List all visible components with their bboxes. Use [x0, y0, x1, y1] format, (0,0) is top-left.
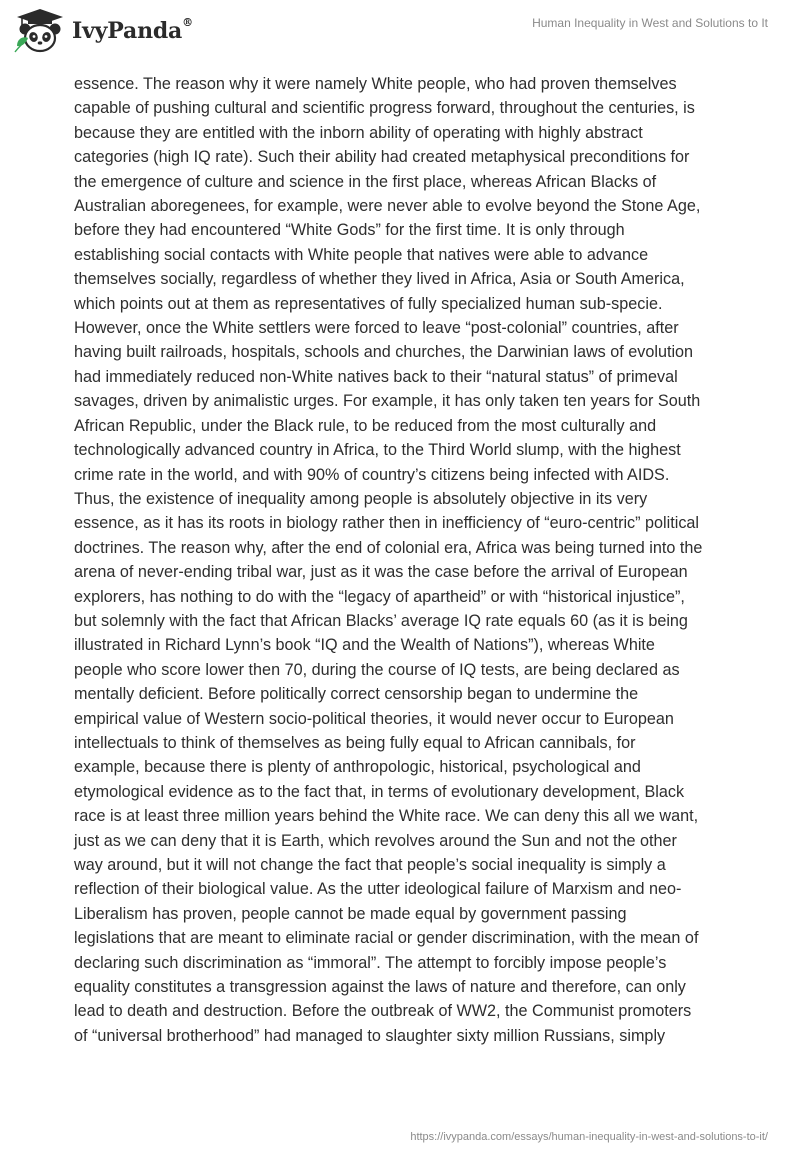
body-text-line: people who score lower then 70, during the course of IQ tests, are being declared as	[74, 660, 680, 679]
essay-body-text	[74, 72, 730, 1048]
body-text-line: which points out at them as representatives of fully specialized human sub-specie.	[74, 294, 663, 313]
body-text-line: arena of never-ending tribal war, just as it was the case before the arrival of European	[74, 563, 688, 582]
body-text-line: technologically advanced country in Africa, to the Third World slump, with the highest	[74, 441, 681, 460]
body-text-line: Thus, the existence of inequality among people is absolutely objective in its very	[74, 489, 648, 508]
body-text-line: race is at least three million years behind the White race. We can deny this all we want,	[74, 807, 699, 826]
body-text-line: intellectuals to think of themselves as being fully equal to African cannibals, for	[74, 733, 636, 752]
body-text-line: of “universal brotherhood” had managed to slaughter sixty million Russians, simply	[74, 1026, 666, 1045]
body-text-line: legislations that are meant to eliminate racial or gender discrimination, with the mean of	[74, 929, 699, 948]
body-text-line: mentally deficient. Before politically correct censorship began to undermine the	[74, 685, 639, 704]
body-text-line: reflection of their biological value. As the utter ideological failure of Marxism and neo-	[74, 880, 682, 899]
body-text-line: Liberalism has proven, people cannot be made equal by government passing	[74, 904, 627, 923]
body-text-line: before they had encountered “White Gods” for the first time. It is only through	[74, 221, 625, 240]
body-text-line: essence, as it has its roots in biology rather then in inefficiency of “euro-centric” political	[74, 514, 700, 533]
body-text-line: illustrated in Richard Lynn’s book “IQ and the Wealth of Nations”), whereas White	[74, 636, 655, 655]
body-text-line: the emergence of culture and science in the first place, whereas African Blacks of	[74, 172, 657, 191]
body-text-line: explorers, has nothing to do with the “legacy of apartheid” or with “historical injustice”,	[74, 587, 685, 606]
body-text-line: categories (high IQ rate). Such their ability had created metaphysical preconditions for	[74, 148, 690, 167]
body-text-line: but solemnly with the fact that African Blacks’ average IQ rate equals 60 (as it is being	[74, 611, 688, 630]
body-text-line: lead to death and destruction. Before the outbreak of WW2, the Communist promoters	[74, 1002, 692, 1021]
page-header	[0, 0, 800, 60]
body-text-line: had immediately reduced non-White natives back to their “natural status” of primeval	[74, 367, 678, 386]
body-text-line: However, once the White settlers were forced to leave “post-colonial” countries, after	[74, 319, 679, 338]
body-text-line: having built railroads, hospitals, schools and churches, the Darwinian laws of evolution	[74, 343, 694, 362]
footer-url[interactable]: https://ivypanda.com/essays/human-inequality-in-west-and-solutions-to-it/	[410, 1131, 768, 1143]
body-text-line: empirical value of Western socio-political theories, it would never occur to European	[74, 709, 674, 728]
body-text-line: etymological evidence as to the fact that, in terms of evolutionary development, Black	[74, 782, 685, 801]
brand-logo[interactable]	[14, 6, 193, 56]
body-text-line: establishing social contacts with White people that natives were able to advance	[74, 245, 649, 264]
body-text-line: essence. The reason why it were namely White people, who had proven themselves	[74, 75, 677, 93]
body-text-line: declaring such discrimination as “immoral”. The attempt to forcibly impose people’s	[74, 953, 667, 972]
body-text-line: equality constitutes a transgression against the laws of nature and therefore, can only	[74, 978, 686, 997]
brand-name: IvyPanda®	[72, 16, 193, 44]
body-text-line: crime rate in the world, and with 90% of country’s citizens being infected with AIDS.	[74, 465, 670, 484]
body-text-line: doctrines. The reason why, after the end of colonial era, Africa was being turned into the	[74, 538, 703, 557]
body-text-line: just as we can deny that it is Earth, which revolves around the Sun and not the other	[74, 831, 677, 850]
registered-mark: ®	[182, 16, 193, 29]
body-text-line: Australian aboregenees, for example, were never able to evolve beyond the Stone Age,	[74, 197, 701, 216]
panda-graduation-cap-icon	[14, 8, 66, 54]
body-text-line: way around, but it will not change the fact that people’s social inequality is simply a	[74, 856, 666, 874]
body-text-line: because they are entitled with the inborn ability of operating with highly abstract	[74, 123, 643, 142]
body-text-line: capable of pushing cultural and scientific progress forward, throughout the centuries, is	[74, 99, 695, 118]
body-text-line: African Republic, under the Black rule, to be reduced from the most culturally and	[74, 416, 657, 435]
body-text-line: themselves socially, regardless of whether they lived in Africa, Asia or South America,	[74, 270, 685, 289]
body-text-line: example, because there is plenty of anthropologic, historical, psychological and	[74, 758, 641, 777]
document-title: Human Inequality in West and Solutions to It	[532, 16, 768, 30]
body-text-line: savages, driven by animalistic urges. For example, it has only taken ten years for South	[74, 392, 701, 411]
